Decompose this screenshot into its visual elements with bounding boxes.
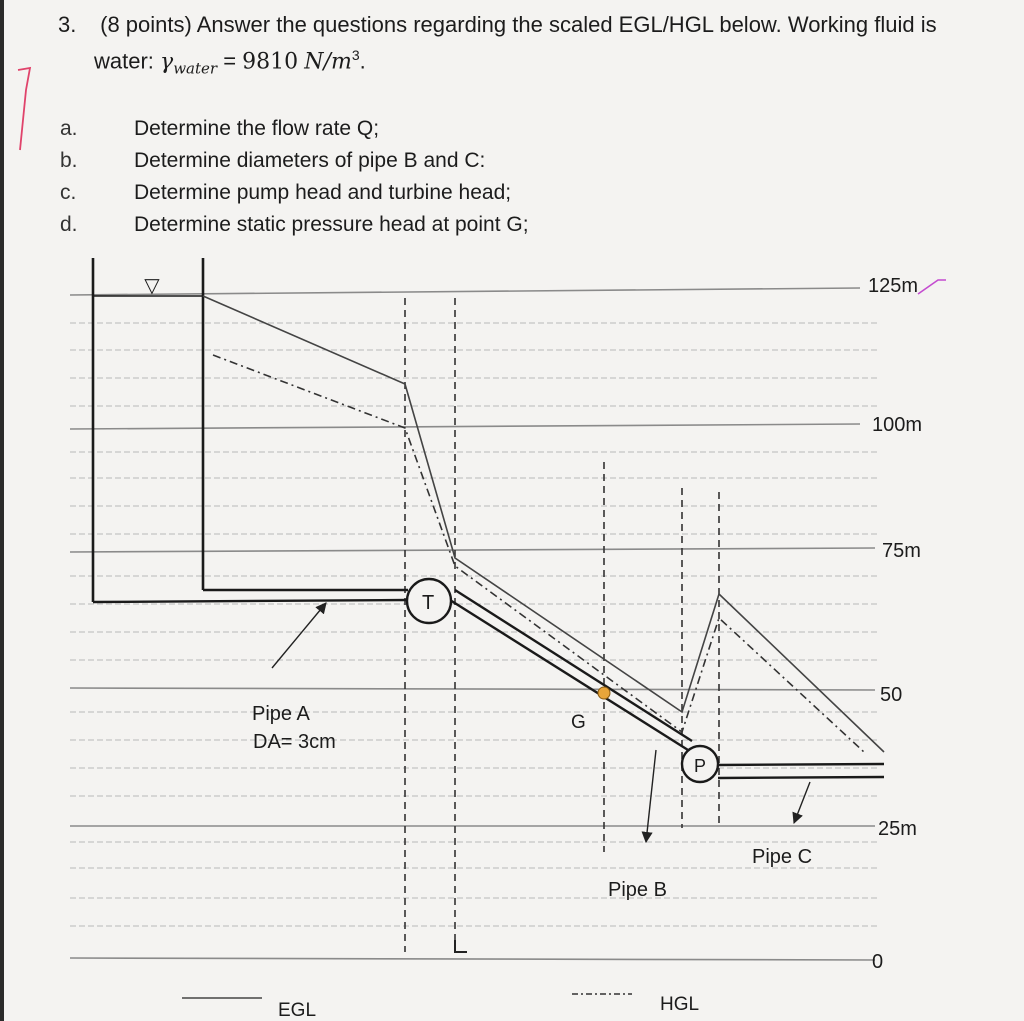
vertical-reference-lines (405, 298, 719, 952)
question-text: Answer the questions regarding the scaled EGL/HGL below. Working fluid is (196, 12, 937, 37)
elevation-label: 25m (878, 818, 917, 840)
elevation-label: 0 (872, 951, 884, 973)
gamma-subscript: water (173, 59, 218, 78)
point-g-label: G (571, 712, 586, 733)
end-punct: . (359, 48, 366, 74)
margin-mark-icon (18, 68, 30, 150)
pump-label: P (694, 756, 707, 776)
gamma-symbol: γ (160, 49, 174, 75)
vertical-line-end-mark (455, 940, 467, 952)
equals-sign: = (223, 48, 237, 74)
background-grid (70, 323, 880, 926)
check-mark-icon (918, 280, 946, 294)
point-g-marker (598, 687, 610, 699)
water-surface-icon: ▽ (144, 275, 160, 297)
leader-arrows (272, 603, 810, 842)
item-text: Determine the flow rate Q; (134, 117, 380, 140)
pipe-a (93, 590, 408, 602)
gamma-unit-exponent: 3 (351, 47, 360, 63)
pipe-a-label: Pipe A (252, 703, 310, 725)
fluid-label: water: (94, 48, 154, 74)
elevation-label: 50 (880, 684, 903, 706)
item-text: Determine diameters of pipe B and C: (134, 149, 486, 172)
turbine-label: T (422, 592, 435, 614)
elevation-label: 75m (882, 540, 921, 562)
gamma-value: 9810 (242, 49, 299, 75)
egl-line (203, 296, 884, 752)
gamma-unit: N/m (304, 49, 352, 75)
item-label: c. (60, 181, 77, 204)
pipe-c-label: Pipe C (752, 846, 813, 868)
pipe-c (718, 764, 884, 778)
item-text: Determine pump head and turbine head; (134, 181, 512, 204)
legend (182, 994, 699, 1021)
reservoir (93, 258, 203, 602)
pipe-a-diameter: DA= 3cm (253, 731, 336, 753)
item-label: b. (60, 149, 78, 172)
legend-hgl-label: HGL (660, 994, 700, 1015)
question-number: 3. (58, 12, 77, 37)
elevation-label: 100m (872, 414, 923, 436)
item-label: d. (60, 213, 78, 236)
question-points: (8 points) (100, 12, 192, 37)
hgl-line (213, 355, 864, 752)
item-label: a. (60, 117, 78, 140)
elevation-label: 125m (868, 275, 919, 297)
item-text: Determine static pressure head at point G; (134, 213, 529, 236)
pipe-b-label: Pipe B (608, 879, 667, 901)
legend-egl-label: EGL (278, 1000, 317, 1021)
